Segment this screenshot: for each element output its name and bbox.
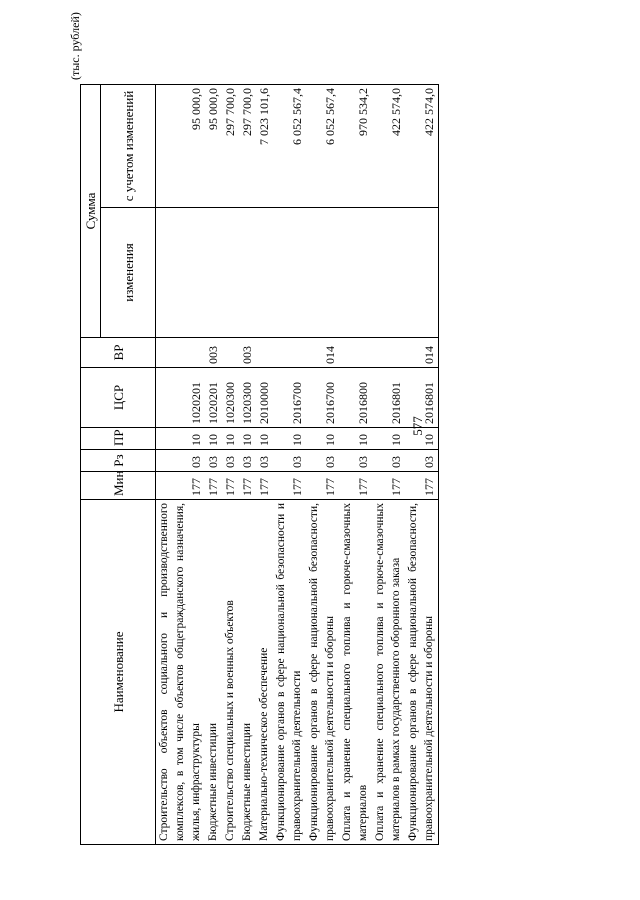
row-name: Бюджетные инвестиции — [239, 500, 256, 845]
row-vr — [156, 338, 206, 368]
row-changes — [339, 208, 372, 338]
row-pr: 10 — [239, 428, 256, 450]
row-vr: 003 — [239, 338, 256, 368]
row-csr: 2016700 — [273, 368, 306, 428]
row-vr — [372, 338, 405, 368]
table-row — [372, 85, 405, 845]
units-label: (тыс. рублей) — [68, 12, 82, 80]
row-changes — [273, 208, 306, 338]
row-csr: 1020201 — [205, 368, 222, 428]
table-row — [306, 85, 339, 845]
row-min: 177 — [239, 472, 256, 500]
row-with-changes: 7 023 101,6 — [256, 85, 273, 208]
row-csr: 2016801 — [405, 368, 439, 428]
row-with-changes: 970 534,2 — [339, 85, 372, 208]
row-changes — [256, 208, 273, 338]
row-min: 177 — [205, 472, 222, 500]
row-name: Функционирование органов в сфере национальной безопасности, правоохранительной деятельности и обороны — [306, 500, 339, 845]
table-body — [156, 85, 439, 845]
budget-table — [80, 84, 439, 845]
page-number: 577 — [409, 416, 425, 436]
row-name: Материально-техническое обеспечение — [256, 500, 273, 845]
row-pr: 10 — [273, 428, 306, 450]
row-changes — [205, 208, 222, 338]
row-pr: 10 — [306, 428, 339, 450]
table-row — [222, 85, 239, 845]
row-rz: 03 — [273, 450, 306, 472]
row-min: 177 — [156, 472, 206, 500]
table-row — [239, 85, 256, 845]
row-rz: 03 — [222, 450, 239, 472]
header-name: Наименование — [81, 500, 156, 845]
header-with-changes: с учетом изменений — [101, 85, 156, 208]
row-min: 177 — [306, 472, 339, 500]
row-min: 177 — [222, 472, 239, 500]
row-csr: 2016800 — [339, 368, 372, 428]
row-changes — [372, 208, 405, 338]
header-csr: ЦСР — [81, 368, 156, 428]
header-rz: Рз — [81, 450, 156, 472]
row-vr: 014 — [306, 338, 339, 368]
row-rz: 03 — [239, 450, 256, 472]
row-with-changes: 95 000,0 — [205, 85, 222, 208]
row-with-changes: 6 052 567,4 — [273, 85, 306, 208]
row-vr: 014 — [405, 338, 439, 368]
row-changes — [222, 208, 239, 338]
row-vr — [339, 338, 372, 368]
row-rz: 03 — [205, 450, 222, 472]
table-row — [273, 85, 306, 845]
row-rz: 03 — [256, 450, 273, 472]
row-changes — [405, 208, 439, 338]
row-name: Бюджетные инвестиции — [205, 500, 222, 845]
row-rz: 03 — [372, 450, 405, 472]
table-row — [405, 85, 439, 845]
row-rz: 03 — [156, 450, 206, 472]
row-rz: 03 — [339, 450, 372, 472]
row-pr: 10 — [205, 428, 222, 450]
row-pr: 10 — [222, 428, 239, 450]
row-min: 177 — [372, 472, 405, 500]
row-name: Оплата и хранение специального топлива и горюче-смазочных материалов — [339, 500, 372, 845]
header-sum: Сумма — [81, 85, 101, 338]
row-changes — [156, 208, 206, 338]
row-name: Оплата и хранение специального топлива и горюче-смазочных материалов в рамках государственного оборонного заказа — [372, 500, 405, 845]
row-with-changes: 297 700,0 — [239, 85, 256, 208]
table-row — [339, 85, 372, 845]
row-rz: 03 — [405, 450, 439, 472]
row-csr: 1020300 — [222, 368, 239, 428]
row-name: Строительство специальных и военных объектов — [222, 500, 239, 845]
table-row — [205, 85, 222, 845]
row-min: 177 — [273, 472, 306, 500]
row-pr: 10 — [256, 428, 273, 450]
row-min: 177 — [339, 472, 372, 500]
rotated-page-content — [80, 85, 580, 845]
header-changes: изменения — [101, 208, 156, 338]
row-csr: 2016700 — [306, 368, 339, 428]
row-name: Строительство объектов социального и производственного комплексов, в том числе объектов общегражданского назначения, жилья, инфраструктуры — [156, 500, 206, 845]
row-with-changes: 422 574,0 — [372, 85, 405, 208]
row-min: 177 — [256, 472, 273, 500]
row-pr: 10 — [372, 428, 405, 450]
row-vr: 003 — [205, 338, 222, 368]
row-name: Функционирование органов в сфере национальной безопасности и правоохранительной деятельности — [273, 500, 306, 845]
row-pr: 10 — [156, 428, 206, 450]
row-with-changes: 6 052 567,4 — [306, 85, 339, 208]
row-changes — [239, 208, 256, 338]
header-pr: ПР — [81, 428, 156, 450]
row-csr: 1020300 — [239, 368, 256, 428]
row-pr: 10 — [405, 428, 439, 450]
row-vr — [222, 338, 239, 368]
header-vr: ВР — [81, 338, 156, 368]
row-csr: 2010000 — [256, 368, 273, 428]
row-with-changes: 297 700,0 — [222, 85, 239, 208]
table-row — [256, 85, 273, 845]
row-name: Функционирование органов в сфере национальной безопасности, правоохранительной деятельности и обороны — [405, 500, 439, 845]
row-vr — [273, 338, 306, 368]
row-rz: 03 — [306, 450, 339, 472]
row-csr: 2016801 — [372, 368, 405, 428]
row-pr: 10 — [339, 428, 372, 450]
header-min: Мин — [81, 472, 156, 500]
row-csr: 1020201 — [156, 368, 206, 428]
row-with-changes: 95 000,0 — [156, 85, 206, 208]
row-changes — [306, 208, 339, 338]
row-with-changes: 422 574,0 — [405, 85, 439, 208]
table-row — [156, 85, 206, 845]
row-min: 177 — [405, 472, 439, 500]
table-header — [81, 85, 156, 845]
row-vr — [256, 338, 273, 368]
